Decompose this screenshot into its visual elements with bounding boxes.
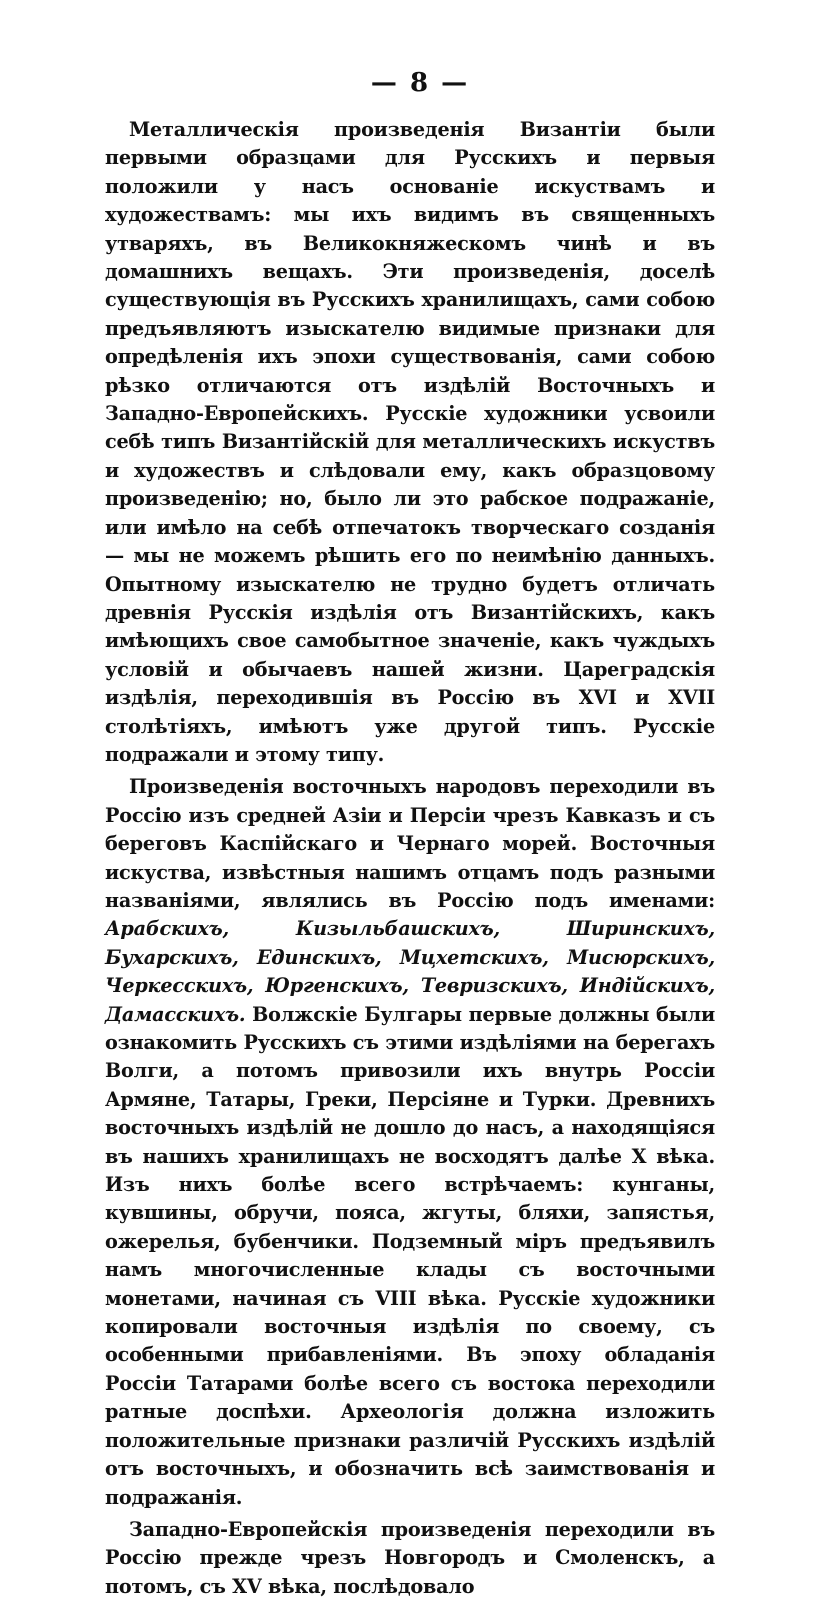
paragraph-oriental-rest: Волжскіе Булгары первые должны были ознакомить Русскихъ съ этими издѣліями на берегахъ Волги, а потомъ привозили ихъ внутрь Россіи Армяне, Татары, Греки, Персіяне и Турки. Древнихъ восточныхъ издѣлій не дошло до насъ, а находящіяся въ нашихъ хранилищахъ не восходятъ далѣе X вѣка. Изъ нихъ болѣе всего встрѣчаемъ: кунганы, кувшины, обручи, пояса, жгуты, бляхи, запястья, ожерелья, бубенчики. Подземный міръ предъявилъ намъ многочисленные клады съ восточными монетами, начиная съ VIII вѣка. Русскіе художники копировали восточныя издѣлія по своему, съ особенными прибавленіями. Въ эпоху обладанія Россіи Татарами болѣе всего съ востока переходили ратные доспѣхи. Археологія должна изложить положительные признаки различій Русскихъ издѣлій отъ восточныхъ, и обозначить всѣ заимствованія и подражанія. xyxy=(105,1002,715,1509)
page-number: — 8 — xyxy=(370,68,470,98)
paragraph-western: Западно-Европейскія произведенія переходили въ Россію прежде чрезъ Новгородъ и Смоленскъ, а потомъ, съ XV вѣка, послѣдовало xyxy=(105,1517,715,1598)
oriental-names-list: Арабскихъ, Кизыльбашскихъ, Ширинскихъ, Бухарскихъ, Единскихъ, Мцхетскихъ, Мисюрскихъ, Черкесскихъ, Юргенскихъ, Тевризскихъ, Индійскихъ, Дамасскихъ. xyxy=(105,917,715,1026)
paragraph-oriental xyxy=(105,773,715,1512)
body-text xyxy=(105,116,715,1601)
paragraph-oriental-intro: Произведенія восточныхъ народовъ переходили въ Россію изъ средней Азіи и Персіи чрезъ Кавказъ и съ береговъ Каспійскаго и Чернаго морей. Восточныя искуства, извѣстныя нашимъ отцамъ подъ разными названіями, являлись въ Россію подъ именами: xyxy=(105,775,715,912)
paragraph-byzantine: Металлическія произведенія Византіи были первыми образцами для Русскихъ и первыя положили у насъ основаніе искуствамъ и художествамъ: мы ихъ видимъ въ священныхъ утваряхъ, въ Великокняжескомъ чинѣ и въ домашнихъ вещахъ. Эти произведенія, доселѣ существующія въ Русскихъ хранилищахъ, сами собою предъявляютъ изыскателю видимые признаки для опредѣленія ихъ эпохи существованія, сами собою рѣзко отличаются отъ издѣлій Восточныхъ и Западно-Европейскихъ. Русскіе художники усвоили себѣ типъ Византійскій для металлическихъ искуствъ и художествъ и слѣдовали ему, какъ образцовому произведенію; но, было ли это рабское подражаніе, или имѣло на себѣ отпечатокъ творческаго созданія — мы не можемъ рѣшить его по неимѣнію данныхъ. Опытному изыскателю не трудно будетъ отличать древнія Русскія издѣлія отъ Византійскихъ, какъ имѣющихъ свое самобытное значеніе, какъ чуждыхъ условій и обычаевъ нашей жизни. Цареградскія издѣлія, переходившія въ Россію въ XVI и XVII столѣтіяхъ, имѣютъ уже другой типъ. Русскіе подражали и этому типу. xyxy=(105,118,715,766)
